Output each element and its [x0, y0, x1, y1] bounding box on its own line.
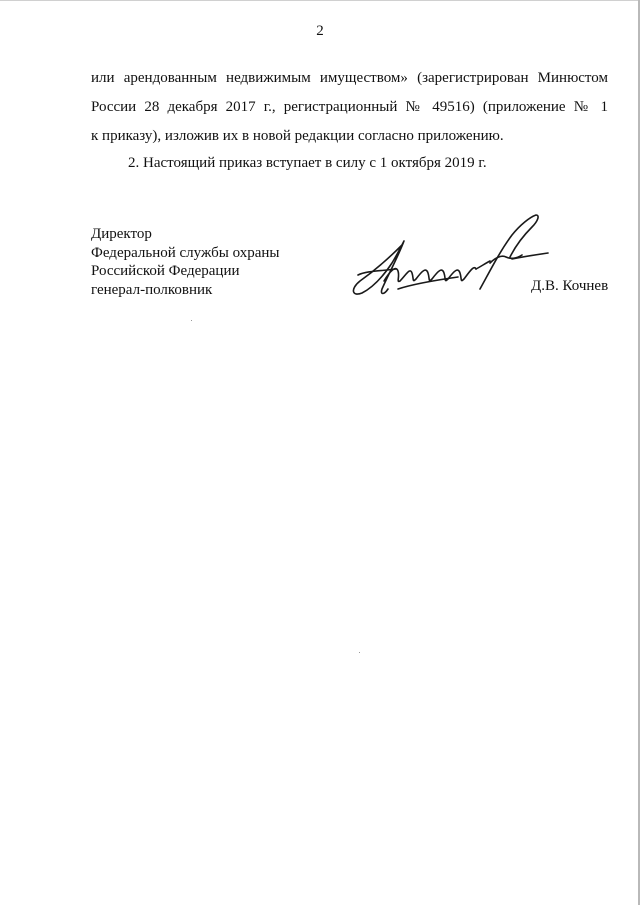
signatory-title-line-3: Российской Федерации	[91, 263, 240, 279]
signatory-title-line-2: Федеральной службы охраны	[91, 244, 280, 261]
body-line-1: или арендованным недвижимым имуществом» (зарегистрирован Минюстом	[91, 70, 608, 86]
body-line-2: России 28 декабря 2017 г., регистрационный № 49516) (приложение № 1	[91, 99, 608, 115]
signatory-title-block	[91, 225, 279, 299]
page-top-edge	[0, 0, 640, 1]
signatory-title-line-4: генерал-полковник	[91, 281, 213, 298]
signatory-title-line-1: Директор	[91, 226, 152, 242]
body-line-3: к приказу), изложив их в новой редакции согласно приложению.	[91, 128, 504, 144]
page-number: 2	[316, 23, 324, 39]
scan-speck	[359, 652, 360, 653]
signatory-name: Д.В. Кочнев	[531, 278, 609, 294]
scan-speck	[191, 320, 192, 321]
body-line-4-paragraph-2: 2. Настоящий приказ вступает в силу с 1 октября 2019 г.	[128, 155, 487, 171]
